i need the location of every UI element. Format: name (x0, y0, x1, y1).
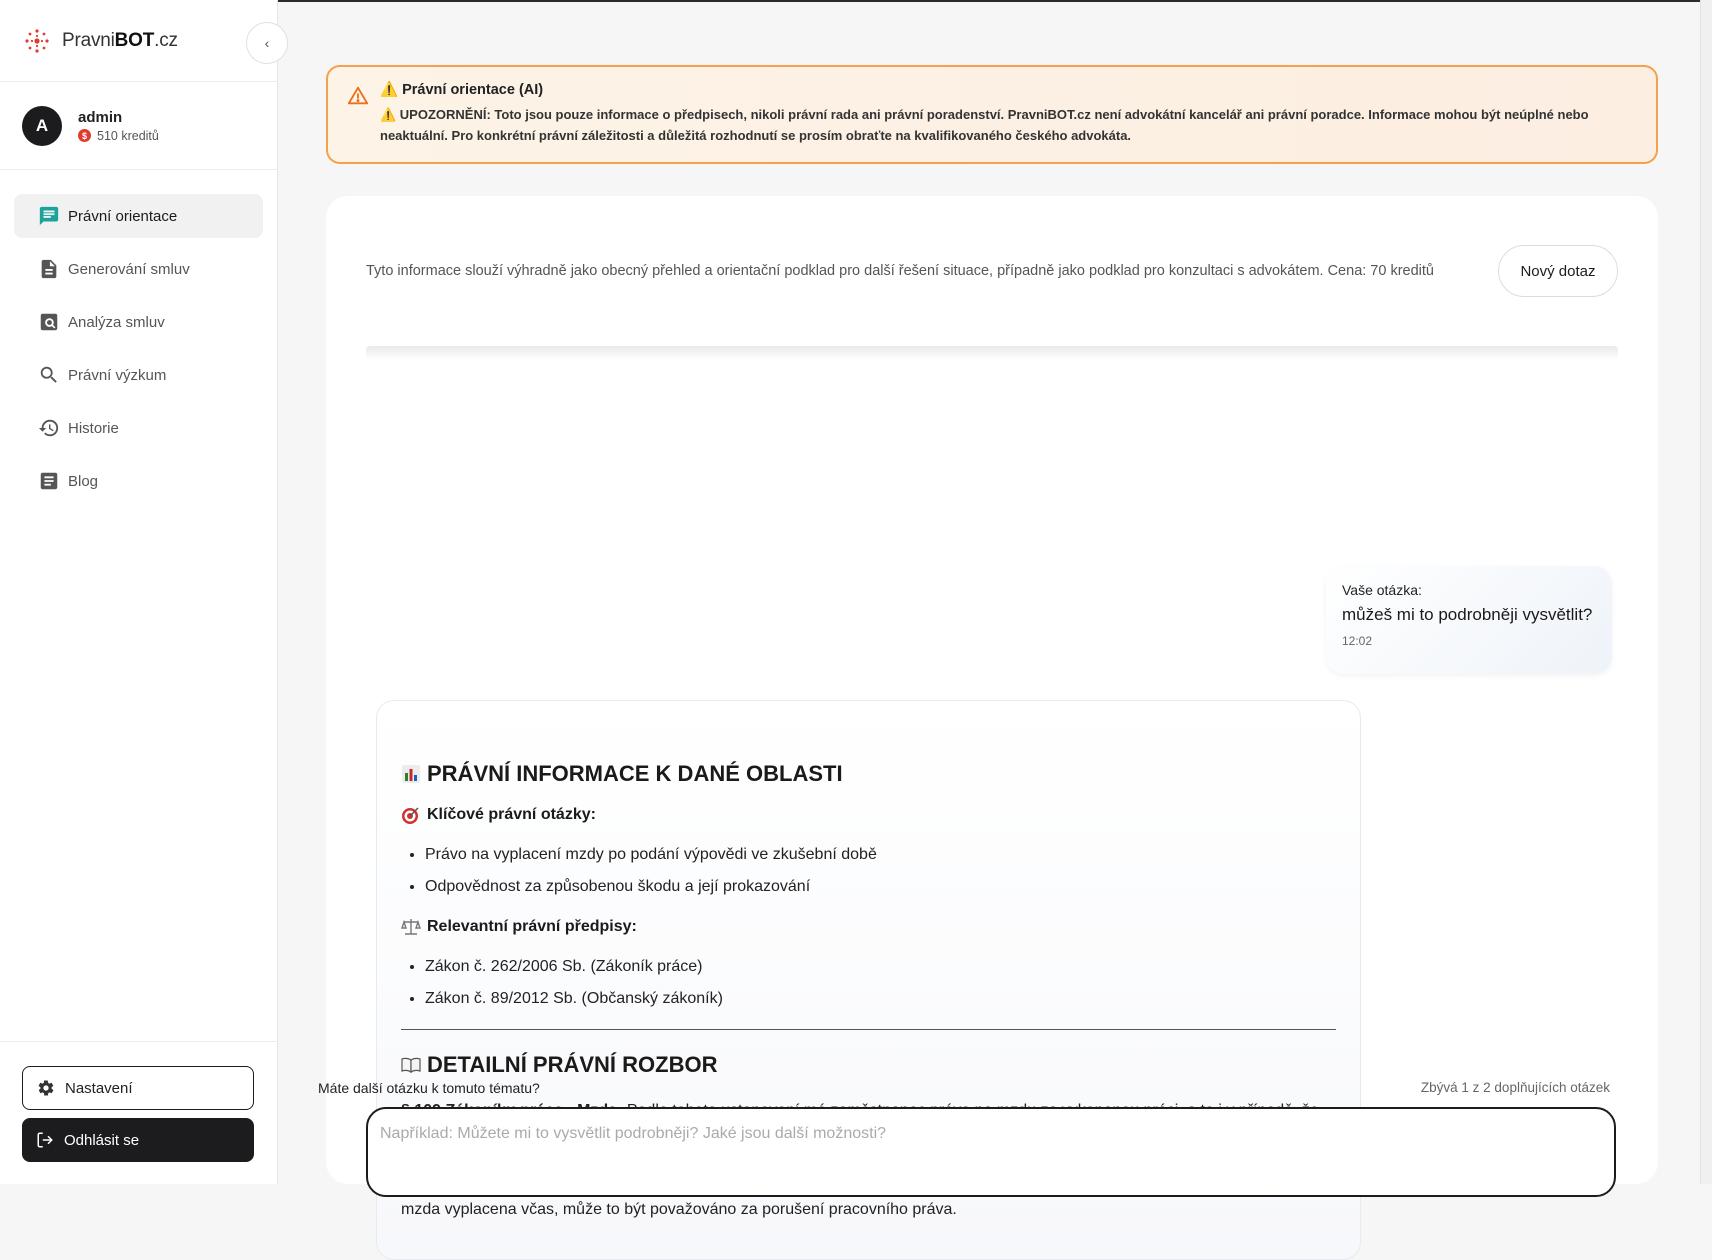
logout-icon (36, 1131, 54, 1149)
answer-subheading: Relevantní právní předpisy: (401, 917, 1336, 937)
nav-item-historie[interactable] (14, 406, 263, 450)
nav-label: Právní orientace (68, 207, 178, 225)
chat-icon (38, 205, 60, 227)
user-message-label: Vaše otázka: (1342, 582, 1422, 598)
nav-item-generovani-smluv[interactable] (14, 247, 263, 291)
credits-value: 510 kreditů (97, 128, 159, 143)
chat-header (326, 196, 1658, 346)
list-item: • Zákon č. 89/2012 Sb. (Občanský zákoník) (425, 983, 1336, 1015)
search-icon (38, 364, 60, 386)
disclaimer-title: ⚠️ Právní orientace (AI) (380, 82, 544, 98)
user-name: admin (78, 108, 123, 126)
new-query-button[interactable]: Nový dotaz (1498, 245, 1618, 297)
collapse-sidebar-button[interactable] (246, 22, 288, 64)
nav-item-analyza-smluv[interactable] (14, 300, 263, 344)
gear-icon (37, 1079, 55, 1097)
main-content (278, 0, 1712, 1218)
list-item: • Zákon č. 262/2006 Sb. (Zákoník práce) (425, 951, 1336, 983)
document-icon (38, 258, 60, 280)
list-item: • Odpovědnost za způsobenou škodu a její prokazování (425, 871, 1336, 903)
brand-name[interactable]: PravniBOT.cz (62, 29, 178, 51)
answer-heading: PRÁVNÍ INFORMACE K DANÉ OBLASTI (401, 761, 1336, 787)
nav-item-blog[interactable] (14, 459, 263, 503)
nav-item-pravni-vyzkum[interactable] (14, 353, 263, 397)
message-timestamp: 12:02 (1342, 634, 1373, 648)
nav-label: Právní výzkum (68, 366, 167, 384)
followup-label: Máte další otázku k tomuto tématu? (318, 1080, 540, 1096)
top-divider (278, 0, 1712, 2)
avatar: A (22, 106, 62, 146)
followup-question-input[interactable] (366, 1107, 1616, 1197)
document-search-icon (38, 311, 60, 333)
user-message-bubble (1326, 566, 1612, 674)
nav-label: Blog (68, 472, 99, 490)
bar-chart-icon (401, 764, 421, 784)
brand-header (0, 0, 277, 82)
nav-label: Analýza smluv (68, 313, 165, 331)
settings-label: Nastavení (65, 1079, 133, 1097)
nav-item-pravni-orientace[interactable] (14, 194, 263, 238)
logout-label: Odhlásit se (64, 1131, 140, 1149)
chat-card (326, 196, 1658, 1218)
sidebar (0, 0, 278, 1184)
service-info-text: Tyto informace slouží výhradně jako obecný přehled a orientační podklad pro další řešení situace, případně jako podklad pro konzultaci s advokátem. Cena: 70 kreditů (366, 263, 1434, 279)
nav-label: Historie (68, 419, 119, 437)
main-nav (0, 170, 277, 503)
page-scrollbar[interactable] (1700, 0, 1712, 1184)
disclaimer-banner (326, 65, 1658, 164)
answer-heading: DETAILNÍ PRÁVNÍ ROZBOR (401, 1052, 1336, 1078)
logout-button[interactable] (22, 1118, 254, 1162)
article-icon (38, 470, 60, 492)
credits-badge (78, 129, 159, 143)
answer-subheading: Klíčové právní otázky: (401, 805, 1336, 825)
scales-icon (401, 917, 421, 937)
brand-logo-icon (22, 26, 52, 56)
regulations-list (401, 951, 1336, 1015)
target-icon (401, 805, 421, 825)
coin-icon: $ (78, 129, 91, 142)
key-questions-list (401, 839, 1336, 903)
warning-icon (347, 85, 369, 107)
list-item: • Právo na vyplacení mzdy po podání výpovědi ve zkušební době (425, 839, 1336, 871)
settings-button[interactable] (22, 1066, 254, 1110)
user-message-text: můžeš mi to podrobněji vysvětlit? (1342, 605, 1593, 624)
chevron-left-icon: ‹ (264, 35, 270, 51)
followup-remaining: Zbývá 1 z 2 doplňujících otázek (1420, 1080, 1610, 1095)
user-profile (0, 82, 277, 170)
disclaimer-text: ⚠️ UPOZORNĚNÍ: Toto jsou pouze informace o předpisech, nikoli právní rada ani právní poradenství. PravniBOT.cz není advokátní kancelář ani právní poradce. Informace mohou být neúplné nebo neaktuální. Pro konkrétní právní záležitosti a důležitá rozhodnutí se prosím obraťte na kvalifikovaného českého advokáta. (380, 107, 1589, 143)
answer-paragraph: mzda vyplacena včas, může to být považováno za porušení pracovního práva. (401, 1201, 957, 1218)
sidebar-footer (0, 1041, 278, 1184)
nav-label: Generování smluv (68, 260, 190, 278)
section-divider (401, 1029, 1336, 1030)
history-icon (38, 417, 60, 439)
open-book-icon (401, 1055, 421, 1075)
